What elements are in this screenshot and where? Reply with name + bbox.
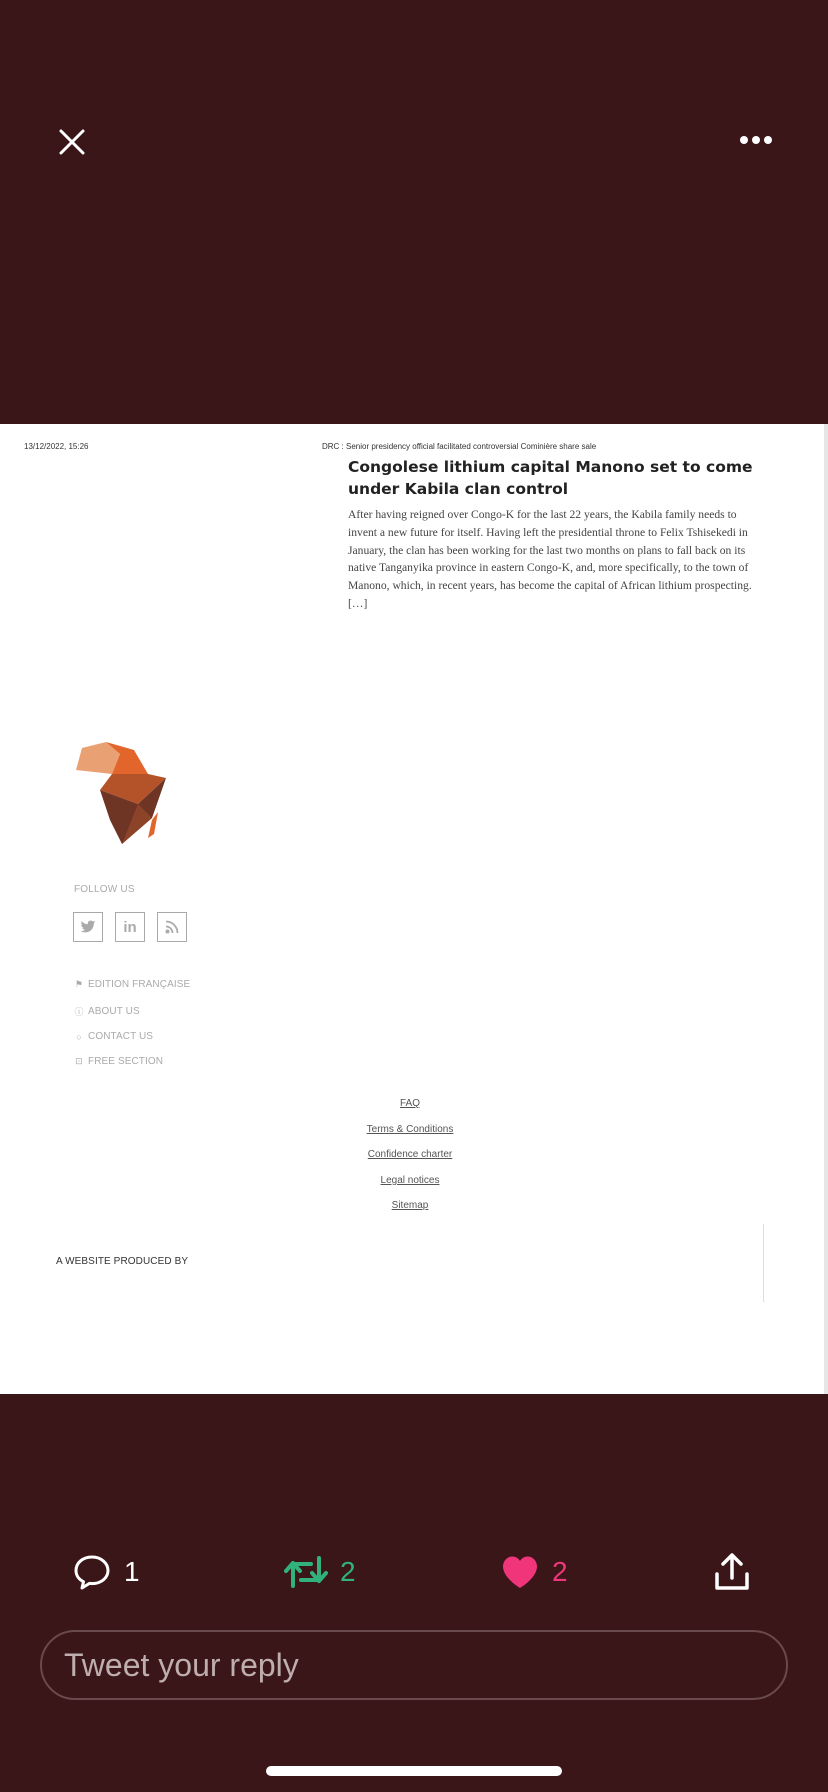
retweet-button[interactable]	[284, 1540, 356, 1604]
twitter-link[interactable]	[73, 912, 103, 942]
edition-francaise-link[interactable]	[74, 979, 190, 990]
free-section-link[interactable]	[74, 1056, 163, 1067]
info-icon: ⓘ	[74, 1007, 84, 1017]
free-section-label: FREE SECTION	[88, 1056, 164, 1067]
media-viewer-header	[0, 0, 828, 280]
rss-link[interactable]	[157, 912, 187, 942]
article-excerpt: After having reigned over Congo-K for the last 22 years, the Kabila family needs to invent a new future for itself. Having left the presidential throne to Felix Tshisekedi in January, the clan has been working for the last two months on plans to fall back on its native Tanganyika province in eastern Congo-K, and, more specifically, to the town of Manono, which, in recent years, has become the capital of African lithium prospecting. […]	[348, 508, 752, 610]
retweet-count: 2	[340, 1556, 356, 1587]
faq-link[interactable]: FAQ	[399, 1098, 420, 1109]
divider	[763, 1224, 764, 1302]
twitter-icon	[80, 920, 96, 934]
tweet-reply-input[interactable]	[40, 1630, 788, 1700]
confidence-charter-link[interactable]: Confidence charter	[367, 1149, 453, 1160]
produced-by-label: A WEBSITE PRODUCED BY	[56, 1256, 189, 1267]
terms-link[interactable]: Terms & Conditions	[366, 1124, 454, 1135]
tweet-actions	[0, 1540, 828, 1604]
contact-us-label: CONTACT US	[88, 1031, 154, 1042]
close-icon	[57, 127, 87, 157]
more-icon	[739, 135, 773, 145]
linkedin-icon: in	[123, 918, 137, 936]
legal-notices-link[interactable]: Legal notices	[380, 1175, 440, 1186]
chat-icon: ○	[76, 1031, 82, 1042]
like-button[interactable]	[500, 1540, 568, 1604]
about-us-link[interactable]	[74, 1005, 140, 1018]
reply-count: 1	[124, 1556, 140, 1587]
article-breadcrumb: DRC : Senior presidency official facilitated controversial Cominière share sale	[322, 442, 597, 451]
share-icon	[712, 1552, 752, 1592]
like-count: 2	[552, 1556, 568, 1587]
about-us-label: ABOUT US	[88, 1006, 140, 1017]
article-headline: Congolese lithium capital Manono set to come under Kabila clan control	[348, 458, 753, 498]
reply-button[interactable]	[72, 1540, 140, 1604]
close-button[interactable]	[52, 122, 92, 162]
page-scrollbar	[824, 424, 828, 1394]
linkedin-link[interactable]	[115, 912, 145, 942]
lock-icon: ⊡	[75, 1056, 83, 1066]
home-indicator[interactable]	[266, 1766, 562, 1776]
contact-us-link[interactable]	[74, 1031, 153, 1042]
follow-us-label: FOLLOW US	[74, 884, 135, 895]
retweet-icon	[284, 1552, 328, 1592]
article-date: 13/12/2022, 15:26	[24, 442, 89, 451]
flag-icon: ⚑	[74, 979, 84, 989]
attached-image[interactable]	[0, 424, 828, 1394]
reply-icon	[72, 1552, 112, 1592]
africa-logo	[72, 740, 172, 850]
share-button[interactable]	[712, 1540, 752, 1604]
sitemap-link[interactable]: Sitemap	[391, 1200, 429, 1211]
heart-icon	[500, 1552, 540, 1592]
edition-francaise-label: EDITION FRANÇAISE	[88, 979, 191, 990]
reply-placeholder: Tweet your reply	[64, 1646, 299, 1683]
rss-icon	[165, 920, 179, 934]
more-options-button[interactable]	[734, 124, 778, 156]
